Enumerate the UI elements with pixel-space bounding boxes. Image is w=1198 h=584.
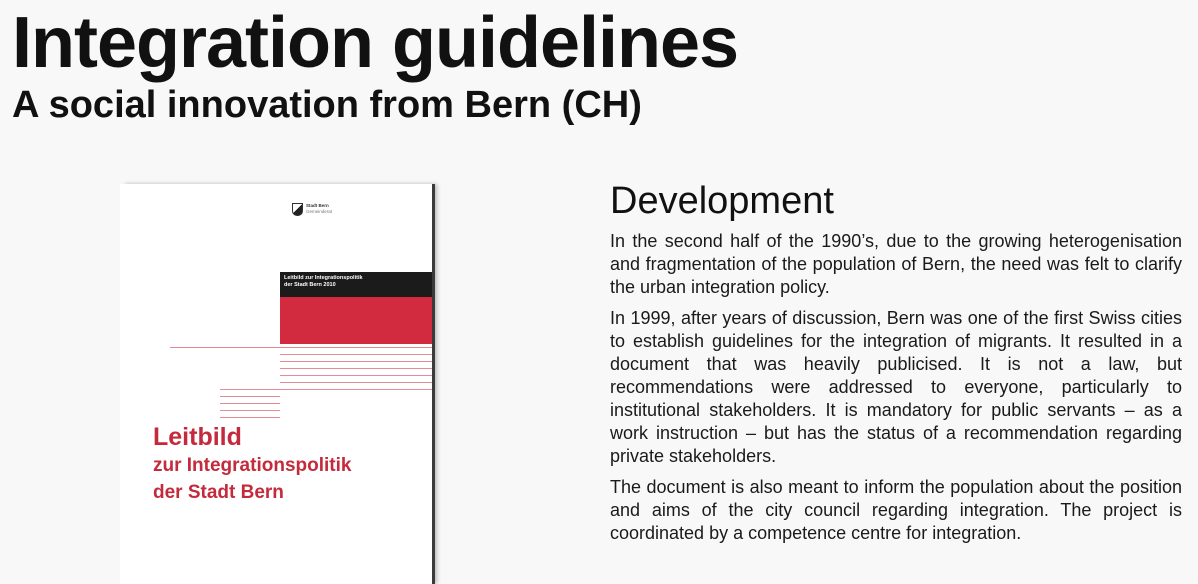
band-line-2: der Stadt Bern 2010 [284,282,336,288]
cover-rule [220,417,280,418]
cover-rule [280,354,432,355]
brochure-cover-image [120,184,432,584]
cover-title-line-2: zur Integrationspolitik [153,455,352,476]
cover-rule [280,375,432,376]
cover-rule [220,389,432,390]
cover-rule [220,403,280,404]
page-subtitle: A social innovation from Bern (CH) [12,84,642,126]
paragraph: In the second half of the 1990’s, due to the growing heterogenisation and fragmentation of the population of Bern, the need was felt to clarify the urban integration policy. [610,231,1182,297]
crest-label [306,203,332,214]
cover-rule [220,396,280,397]
cover-title-line-3: der Stadt Bern [153,482,284,503]
section-heading: Development [610,180,834,222]
cover-black-band [280,272,432,297]
cover-title [153,422,351,506]
cover-title-line-1: Leitbild [153,423,242,451]
cover-rule [280,361,432,362]
cover-red-block [280,297,432,344]
paragraph: The document is also meant to inform the population about the position and aims of the city council regarding integration. The project is coordinated by a competence centre for integration. [610,477,1182,543]
crest-label-sub: Gemeinderat [306,208,333,214]
paragraph: In 1999, after years of discussion, Bern was one of the first Swiss cities to establish guidelines for the integration of migrants. It resulted in a document that was heavily publicised. It is not a law, but recommendations were addressed to everyone, particularly to institutional stakeholders. It is mandatory for public servants – as a work instruction – but has the status of a recommendation regarding private stakeholders. [610,308,1182,466]
page-title: Integration guidelines [12,3,739,83]
bern-crest-icon [292,203,303,216]
cover-rule [280,382,432,383]
cover-rule [220,410,280,411]
cover-rule [280,368,432,369]
cover-rule [170,347,432,348]
section-body [610,230,1182,553]
crest-label-name: Stadt Bern [306,203,329,208]
band-line-1: Leitbild zur Integrationspolitik [284,275,363,281]
